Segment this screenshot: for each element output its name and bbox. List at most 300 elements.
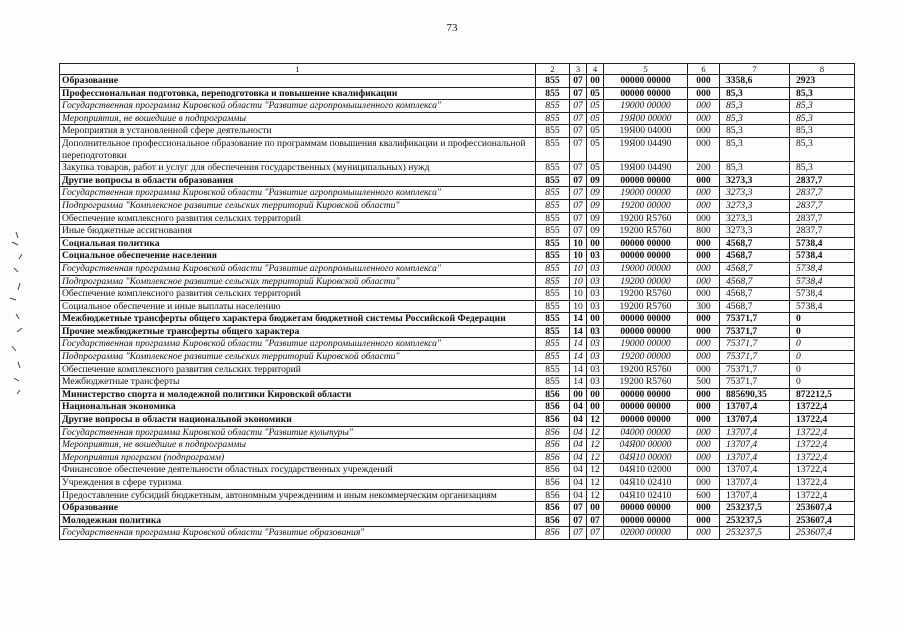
row-name-cell: Социальная политика	[60, 237, 536, 250]
table-row	[60, 162, 855, 175]
subsection-cell: 00	[587, 401, 604, 414]
target-article-cell: 04000 00000	[604, 426, 688, 439]
expense-type-cell: 000	[688, 351, 720, 364]
target-article-cell: 19Я00 04490	[604, 137, 688, 161]
target-article-cell: 02000 00000	[604, 527, 688, 540]
row-name-cell: Государственная программа Кировской области "Развитие образования"	[60, 527, 536, 540]
expense-type-cell: 000	[688, 514, 720, 527]
expense-type-cell: 000	[688, 288, 720, 301]
subsection-cell: 00	[587, 237, 604, 250]
row-name-cell: Иные бюджетные ассигнования	[60, 225, 536, 238]
admin-code-cell: 855	[536, 125, 570, 138]
amount-year1-cell: 85,3	[720, 112, 790, 125]
table-row	[60, 451, 855, 464]
amount-year1-cell: 85,3	[720, 100, 790, 113]
amount-year1-cell: 3273,3	[720, 212, 790, 225]
table-row	[60, 174, 855, 187]
amount-year2-cell: 0	[790, 313, 855, 326]
column-header: 7	[720, 64, 790, 75]
table-row	[60, 325, 855, 338]
target-article-cell: 00000 00000	[604, 313, 688, 326]
expense-type-cell: 300	[688, 300, 720, 313]
column-header: 5	[604, 64, 688, 75]
row-name-cell: Министерство спорта и молодежной политики Кировской области	[60, 388, 536, 401]
admin-code-cell: 856	[536, 464, 570, 477]
target-article-cell: 19000 00000	[604, 100, 688, 113]
expense-type-cell: 000	[688, 439, 720, 452]
amount-year2-cell: 13722,4	[790, 401, 855, 414]
page-number: 73	[446, 22, 458, 34]
expense-type-cell: 000	[688, 75, 720, 88]
table-row	[60, 477, 855, 490]
row-name-cell: Государственная программа Кировской области "Развитие агропромышленного комплекса"	[60, 338, 536, 351]
amount-year2-cell: 85,3	[790, 112, 855, 125]
row-name-cell: Образование	[60, 502, 536, 515]
table-row	[60, 137, 855, 161]
target-article-cell: 19Я00 00000	[604, 112, 688, 125]
target-article-cell: 00000 00000	[604, 401, 688, 414]
target-article-cell: 00000 00000	[604, 174, 688, 187]
expense-type-cell: 000	[688, 388, 720, 401]
row-name-cell: Подпрограмма "Комплексное развитие сельских территорий Кировской области"	[60, 351, 536, 364]
amount-year1-cell: 13707,4	[720, 451, 790, 464]
subsection-cell: 03	[587, 376, 604, 389]
table-row	[60, 262, 855, 275]
admin-code-cell: 855	[536, 325, 570, 338]
table-row	[60, 401, 855, 414]
subsection-cell: 07	[587, 527, 604, 540]
expense-type-cell: 800	[688, 225, 720, 238]
subsection-cell: 03	[587, 351, 604, 364]
amount-year2-cell: 85,3	[790, 87, 855, 100]
amount-year1-cell: 85,3	[720, 87, 790, 100]
expense-type-cell: 000	[688, 187, 720, 200]
admin-code-cell: 856	[536, 451, 570, 464]
amount-year1-cell: 253237,5	[720, 514, 790, 527]
row-name-cell: Государственная программа Кировской области "Развитие агропромышленного комплекса"	[60, 187, 536, 200]
admin-code-cell: 855	[536, 288, 570, 301]
admin-code-cell: 855	[536, 112, 570, 125]
row-name-cell: Мероприятия в установленной сфере деятельности	[60, 125, 536, 138]
amount-year2-cell: 13722,4	[790, 414, 855, 427]
expense-type-cell: 000	[688, 250, 720, 263]
subsection-cell: 03	[587, 288, 604, 301]
table-row	[60, 363, 855, 376]
amount-year2-cell: 5738,4	[790, 262, 855, 275]
column-header: 6	[688, 64, 720, 75]
subsection-cell: 00	[587, 388, 604, 401]
table-row	[60, 527, 855, 540]
section-cell: 14	[570, 325, 587, 338]
amount-year1-cell: 75371,7	[720, 351, 790, 364]
column-header: 1	[60, 64, 536, 75]
expense-type-cell: 000	[688, 87, 720, 100]
section-cell: 07	[570, 212, 587, 225]
amount-year2-cell: 2837,7	[790, 212, 855, 225]
subsection-cell: 05	[587, 87, 604, 100]
expense-type-cell: 000	[688, 401, 720, 414]
expense-type-cell: 000	[688, 125, 720, 138]
column-header: 3	[570, 64, 587, 75]
admin-code-cell: 855	[536, 275, 570, 288]
subsection-cell: 05	[587, 112, 604, 125]
target-article-cell: 19200 R5760	[604, 363, 688, 376]
row-name-cell: Другие вопросы в области образования	[60, 174, 536, 187]
table-row	[60, 376, 855, 389]
table-row	[60, 313, 855, 326]
subsection-cell: 12	[587, 426, 604, 439]
admin-code-cell: 855	[536, 174, 570, 187]
subsection-cell: 09	[587, 212, 604, 225]
table-row	[60, 275, 855, 288]
amount-year1-cell: 75371,7	[720, 325, 790, 338]
subsection-cell: 12	[587, 439, 604, 452]
admin-code-cell: 855	[536, 75, 570, 88]
subsection-cell: 07	[587, 514, 604, 527]
admin-code-cell: 856	[536, 502, 570, 515]
column-header: 8	[790, 64, 855, 75]
target-article-cell: 19200 R5760	[604, 376, 688, 389]
expense-type-cell: 000	[688, 137, 720, 161]
subsection-cell: 12	[587, 464, 604, 477]
admin-code-cell: 855	[536, 225, 570, 238]
section-cell: 14	[570, 363, 587, 376]
amount-year2-cell: 5738,4	[790, 275, 855, 288]
table-row	[60, 87, 855, 100]
amount-year2-cell: 2837,7	[790, 199, 855, 212]
admin-code-cell: 856	[536, 527, 570, 540]
amount-year2-cell: 5738,4	[790, 300, 855, 313]
amount-year1-cell: 3273,3	[720, 174, 790, 187]
admin-code-cell: 855	[536, 187, 570, 200]
subsection-cell: 00	[587, 75, 604, 88]
amount-year2-cell: 5738,4	[790, 250, 855, 263]
row-name-cell: Профессиональная подготовка, переподготовка и повышение квалификации	[60, 87, 536, 100]
row-name-cell: Дополнительное профессиональное образование по программам повышения квалификации и профессиональной переподготовки	[60, 137, 536, 161]
expense-type-cell: 000	[688, 338, 720, 351]
admin-code-cell: 855	[536, 137, 570, 161]
target-article-cell: 00000 00000	[604, 250, 688, 263]
row-name-cell: Подпрограмма "Комплексное развитие сельских территорий Кировской области"	[60, 199, 536, 212]
expense-type-cell: 000	[688, 464, 720, 477]
amount-year1-cell: 13707,4	[720, 439, 790, 452]
table-row	[60, 75, 855, 88]
target-article-cell: 00000 00000	[604, 325, 688, 338]
target-article-cell: 00000 00000	[604, 502, 688, 515]
amount-year1-cell: 4568,7	[720, 237, 790, 250]
table-row	[60, 212, 855, 225]
row-name-cell: Обеспечение комплексного развития сельских территорий	[60, 288, 536, 301]
section-cell: 07	[570, 137, 587, 161]
target-article-cell: 00000 00000	[604, 75, 688, 88]
section-cell: 04	[570, 439, 587, 452]
admin-code-cell: 855	[536, 162, 570, 175]
section-cell: 07	[570, 112, 587, 125]
expense-type-cell: 500	[688, 376, 720, 389]
amount-year2-cell: 85,3	[790, 125, 855, 138]
amount-year2-cell: 2837,7	[790, 174, 855, 187]
target-article-cell: 19200 00000	[604, 351, 688, 364]
section-cell: 10	[570, 275, 587, 288]
admin-code-cell: 855	[536, 376, 570, 389]
row-name-cell: Мероприятия программ (подпрограмм)	[60, 451, 536, 464]
row-name-cell: Финансовое обеспечение деятельности областных государственных учреждений	[60, 464, 536, 477]
subsection-cell: 12	[587, 451, 604, 464]
row-name-cell: Прочие межбюджетные трансферты общего характера	[60, 325, 536, 338]
target-article-cell: 19Я00 04490	[604, 162, 688, 175]
amount-year1-cell: 3358,6	[720, 75, 790, 88]
admin-code-cell: 855	[536, 199, 570, 212]
section-cell: 10	[570, 288, 587, 301]
target-article-cell: 00000 00000	[604, 237, 688, 250]
section-cell: 07	[570, 125, 587, 138]
amount-year2-cell: 0	[790, 325, 855, 338]
admin-code-cell: 855	[536, 250, 570, 263]
subsection-cell: 03	[587, 250, 604, 263]
subsection-cell: 05	[587, 125, 604, 138]
admin-code-cell: 855	[536, 100, 570, 113]
target-article-cell: 19000 00000	[604, 187, 688, 200]
admin-code-cell: 855	[536, 212, 570, 225]
admin-code-cell: 855	[536, 87, 570, 100]
table-row	[60, 250, 855, 263]
admin-code-cell: 855	[536, 262, 570, 275]
amount-year1-cell: 4568,7	[720, 288, 790, 301]
target-article-cell: 04Я10 02410	[604, 489, 688, 502]
expense-type-cell: 000	[688, 275, 720, 288]
amount-year1-cell: 4568,7	[720, 250, 790, 263]
amount-year2-cell: 0	[790, 363, 855, 376]
column-header: 2	[536, 64, 570, 75]
row-name-cell: Предоставление субсидий бюджетным, автономным учреждениям и иным некоммерческим организациям	[60, 489, 536, 502]
amount-year1-cell: 75371,7	[720, 338, 790, 351]
amount-year2-cell: 2923	[790, 75, 855, 88]
row-name-cell: Социальное обеспечение и иные выплаты населению	[60, 300, 536, 313]
section-cell: 07	[570, 75, 587, 88]
amount-year2-cell: 5738,4	[790, 288, 855, 301]
expense-type-cell: 000	[688, 237, 720, 250]
subsection-cell: 03	[587, 275, 604, 288]
amount-year2-cell: 13722,4	[790, 426, 855, 439]
target-article-cell: 19200 R5760	[604, 225, 688, 238]
section-cell: 10	[570, 262, 587, 275]
target-article-cell: 19000 00000	[604, 338, 688, 351]
table-row	[60, 439, 855, 452]
subsection-cell: 09	[587, 199, 604, 212]
target-article-cell: 04Я10 02000	[604, 464, 688, 477]
amount-year2-cell: 2837,7	[790, 187, 855, 200]
amount-year2-cell: 253607,4	[790, 527, 855, 540]
subsection-cell: 03	[587, 262, 604, 275]
table-row	[60, 112, 855, 125]
amount-year1-cell: 253237,5	[720, 527, 790, 540]
expense-type-cell: 000	[688, 174, 720, 187]
section-cell: 04	[570, 414, 587, 427]
expense-type-cell: 000	[688, 325, 720, 338]
table-row	[60, 199, 855, 212]
section-cell: 07	[570, 174, 587, 187]
amount-year1-cell: 13707,4	[720, 489, 790, 502]
amount-year2-cell: 2837,7	[790, 225, 855, 238]
section-cell: 07	[570, 514, 587, 527]
margin-scan-marks	[2, 228, 32, 398]
row-name-cell: Учреждения в сфере туризма	[60, 477, 536, 490]
section-cell: 14	[570, 376, 587, 389]
amount-year1-cell: 4568,7	[720, 262, 790, 275]
table-row	[60, 225, 855, 238]
subsection-cell: 00	[587, 502, 604, 515]
expense-type-cell: 000	[688, 527, 720, 540]
section-cell: 07	[570, 527, 587, 540]
section-cell: 04	[570, 401, 587, 414]
amount-year1-cell: 85,3	[720, 125, 790, 138]
target-article-cell: 00000 00000	[604, 388, 688, 401]
row-name-cell: Государственная программа Кировской области "Развитие агропромышленного комплекса"	[60, 262, 536, 275]
row-name-cell: Национальная экономика	[60, 401, 536, 414]
amount-year1-cell: 13707,4	[720, 477, 790, 490]
amount-year2-cell: 85,3	[790, 137, 855, 161]
subsection-cell: 03	[587, 300, 604, 313]
table-row	[60, 388, 855, 401]
amount-year2-cell: 0	[790, 376, 855, 389]
table-row	[60, 489, 855, 502]
section-cell: 07	[570, 187, 587, 200]
subsection-cell: 00	[587, 313, 604, 326]
amount-year1-cell: 75371,7	[720, 313, 790, 326]
admin-code-cell: 856	[536, 401, 570, 414]
amount-year2-cell: 253607,4	[790, 502, 855, 515]
subsection-cell: 12	[587, 477, 604, 490]
row-name-cell: Межбюджетные трансферты общего характера бюджетам бюджетной системы Российской Федерации	[60, 313, 536, 326]
amount-year1-cell: 3273,3	[720, 199, 790, 212]
expense-type-cell: 000	[688, 212, 720, 225]
column-header: 4	[587, 64, 604, 75]
table-row	[60, 351, 855, 364]
admin-code-cell: 856	[536, 414, 570, 427]
row-name-cell: Обеспечение комплексного развития сельских территорий	[60, 212, 536, 225]
admin-code-cell: 856	[536, 514, 570, 527]
row-name-cell: Обеспечение комплексного развития сельских территорий	[60, 363, 536, 376]
amount-year2-cell: 872212,5	[790, 388, 855, 401]
section-cell: 07	[570, 87, 587, 100]
row-name-cell: Государственная программа Кировской области "Развитие культуры"	[60, 426, 536, 439]
row-name-cell: Другие вопросы в области национальной экономики	[60, 414, 536, 427]
expense-type-cell: 000	[688, 363, 720, 376]
table-row	[60, 300, 855, 313]
admin-code-cell: 855	[536, 338, 570, 351]
row-name-cell: Социальное обеспечение населения	[60, 250, 536, 263]
admin-code-cell: 856	[536, 388, 570, 401]
target-article-cell: 00000 00000	[604, 414, 688, 427]
amount-year2-cell: 253607,4	[790, 514, 855, 527]
section-cell: 04	[570, 489, 587, 502]
amount-year1-cell: 13707,4	[720, 464, 790, 477]
amount-year2-cell: 85,3	[790, 162, 855, 175]
section-cell: 04	[570, 477, 587, 490]
amount-year1-cell: 4568,7	[720, 300, 790, 313]
amount-year2-cell: 13722,4	[790, 451, 855, 464]
amount-year2-cell: 0	[790, 351, 855, 364]
admin-code-cell: 855	[536, 313, 570, 326]
expense-type-cell: 000	[688, 313, 720, 326]
expense-type-cell: 000	[688, 451, 720, 464]
amount-year2-cell: 13722,4	[790, 489, 855, 502]
column-header-row	[60, 64, 855, 75]
target-article-cell: 04Я10 00000	[604, 451, 688, 464]
admin-code-cell: 856	[536, 489, 570, 502]
amount-year1-cell: 13707,4	[720, 401, 790, 414]
expense-type-cell: 000	[688, 100, 720, 113]
table-row	[60, 464, 855, 477]
subsection-cell: 03	[587, 338, 604, 351]
amount-year2-cell: 5738,4	[790, 237, 855, 250]
amount-year1-cell: 75371,7	[720, 376, 790, 389]
admin-code-cell: 856	[536, 477, 570, 490]
admin-code-cell: 856	[536, 439, 570, 452]
target-article-cell: 19200 R5760	[604, 288, 688, 301]
row-name-cell: Мероприятия, не вошедшие в подпрограммы	[60, 112, 536, 125]
subsection-cell: 05	[587, 137, 604, 161]
table-row	[60, 125, 855, 138]
section-cell: 10	[570, 250, 587, 263]
table-row	[60, 237, 855, 250]
expense-type-cell: 000	[688, 262, 720, 275]
amount-year1-cell: 13707,4	[720, 426, 790, 439]
section-cell: 07	[570, 199, 587, 212]
section-cell: 10	[570, 237, 587, 250]
section-cell: 04	[570, 464, 587, 477]
amount-year1-cell: 253237,5	[720, 502, 790, 515]
amount-year1-cell: 885690,35	[720, 388, 790, 401]
amount-year1-cell: 85,3	[720, 162, 790, 175]
admin-code-cell: 855	[536, 237, 570, 250]
section-cell: 14	[570, 351, 587, 364]
row-name-cell: Молодежная политика	[60, 514, 536, 527]
subsection-cell: 09	[587, 187, 604, 200]
amount-year1-cell: 13707,4	[720, 414, 790, 427]
amount-year2-cell: 13722,4	[790, 464, 855, 477]
table-row	[60, 338, 855, 351]
admin-code-cell: 855	[536, 351, 570, 364]
subsection-cell: 12	[587, 489, 604, 502]
row-name-cell: Подпрограмма "Комплексное развитие сельских территорий Кировской области"	[60, 275, 536, 288]
amount-year1-cell: 85,3	[720, 137, 790, 161]
subsection-cell: 12	[587, 414, 604, 427]
subsection-cell: 05	[587, 162, 604, 175]
section-cell: 00	[570, 388, 587, 401]
section-cell: 07	[570, 502, 587, 515]
target-article-cell: 00000 00000	[604, 87, 688, 100]
admin-code-cell: 855	[536, 363, 570, 376]
expense-type-cell: 000	[688, 199, 720, 212]
table-row	[60, 288, 855, 301]
subsection-cell: 05	[587, 100, 604, 113]
section-cell: 14	[570, 313, 587, 326]
table-row	[60, 514, 855, 527]
amount-year1-cell: 4568,7	[720, 275, 790, 288]
table-row	[60, 426, 855, 439]
target-article-cell: 04Я00 00000	[604, 439, 688, 452]
section-cell: 14	[570, 338, 587, 351]
row-name-cell: Образование	[60, 75, 536, 88]
expense-type-cell: 000	[688, 414, 720, 427]
admin-code-cell: 856	[536, 426, 570, 439]
section-cell: 07	[570, 162, 587, 175]
table-row	[60, 100, 855, 113]
amount-year2-cell: 13722,4	[790, 439, 855, 452]
row-name-cell: Государственная программа Кировской области "Развитие агропромышленного комплекса"	[60, 100, 536, 113]
target-article-cell: 19200 R5760	[604, 212, 688, 225]
